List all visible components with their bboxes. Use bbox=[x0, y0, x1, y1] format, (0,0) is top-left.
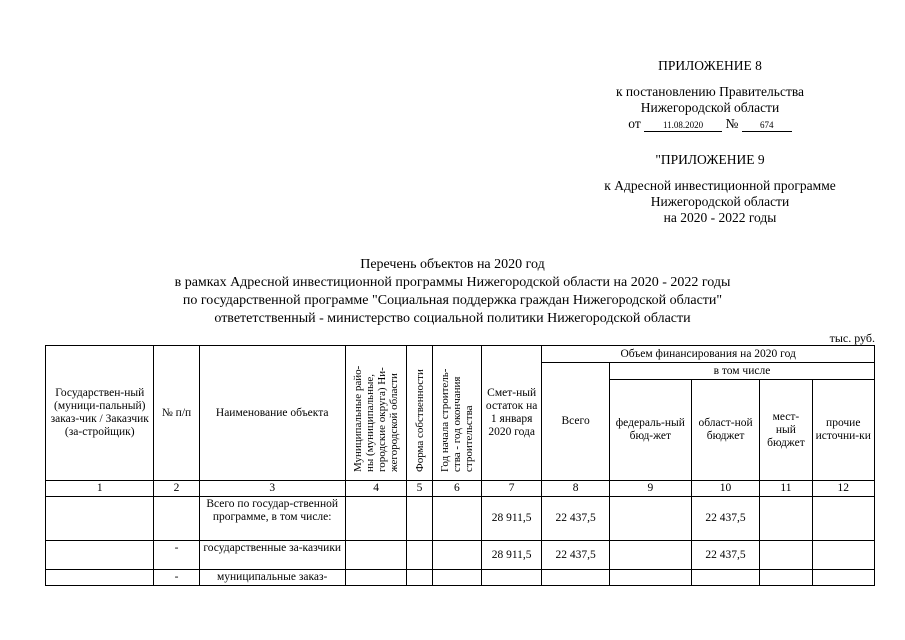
header-municipal-cell bbox=[345, 346, 406, 481]
cell-ownership bbox=[407, 541, 433, 570]
cell-municipal bbox=[345, 570, 406, 586]
cell-local bbox=[760, 497, 812, 541]
cell-years bbox=[432, 497, 481, 541]
objects-table bbox=[45, 345, 875, 586]
program-line-2: Нижегородской области bbox=[650, 194, 790, 209]
cell-federal bbox=[609, 497, 691, 541]
appendix-8-title: ПРИЛОЖЕНИЕ 8 bbox=[658, 58, 762, 73]
table-row bbox=[46, 541, 875, 570]
header-estimate: Смет-ный остаток на 1 января 2020 года bbox=[481, 346, 541, 481]
appendix-8-heading bbox=[560, 58, 860, 74]
header-years: Год начала строитель-ства - год окончания строительства bbox=[438, 368, 475, 472]
cell-estimate: 28 911,5 bbox=[481, 497, 541, 541]
title-line-2: в рамках Адресной инвестиционной программы Нижегородской области на 2020 - 2022 годы bbox=[174, 275, 731, 290]
cell-customer bbox=[46, 570, 154, 586]
appendix-9-title: "ПРИЛОЖЕНИЕ 9 bbox=[655, 152, 765, 167]
column-number: 4 bbox=[345, 481, 406, 497]
header-including: в том числе bbox=[609, 363, 874, 380]
decree-number: 674 bbox=[742, 120, 792, 132]
decree-date-line bbox=[540, 116, 880, 132]
cell-estimate bbox=[481, 570, 541, 586]
table-row bbox=[46, 497, 875, 541]
cell-other bbox=[812, 570, 874, 586]
document-title bbox=[50, 256, 855, 328]
cell-municipal bbox=[345, 497, 406, 541]
header-number: № п/п bbox=[154, 346, 199, 481]
program-reference bbox=[500, 178, 905, 226]
cell-years bbox=[432, 541, 481, 570]
cell-local bbox=[760, 570, 812, 586]
program-line-3: на 2020 - 2022 годы bbox=[663, 210, 777, 225]
header-regional: област-ной бюджет bbox=[691, 380, 760, 481]
cell-object-name: муниципальные заказ- bbox=[199, 570, 345, 586]
appendix-9-heading bbox=[560, 152, 860, 168]
cell-object-name: Всего по государ-ственной программе, в том числе: bbox=[199, 497, 345, 541]
cell-ownership bbox=[407, 497, 433, 541]
column-number: 8 bbox=[542, 481, 610, 497]
title-line-4: ответетственный - министерство социальной политики Нижегородской области bbox=[214, 311, 691, 326]
cell-total bbox=[542, 570, 610, 586]
cell-federal bbox=[609, 541, 691, 570]
cell-regional: 22 437,5 bbox=[691, 497, 760, 541]
decree-line-2: Нижегородской области bbox=[640, 100, 780, 115]
header-years-cell bbox=[432, 346, 481, 481]
units-label: тыс. руб. bbox=[829, 331, 875, 345]
column-number: 7 bbox=[481, 481, 541, 497]
header-funding-group: Объем финансирования на 2020 год bbox=[542, 346, 875, 363]
header-federal: федераль-ный бюд-жет bbox=[609, 380, 691, 481]
cell-number bbox=[154, 497, 199, 541]
cell-federal bbox=[609, 570, 691, 586]
column-number: 9 bbox=[609, 481, 691, 497]
title-line-1: Перечень объектов на 2020 год bbox=[360, 257, 545, 272]
header-ownership-cell bbox=[407, 346, 433, 481]
cell-ownership bbox=[407, 570, 433, 586]
cell-municipal bbox=[345, 541, 406, 570]
header-row-1 bbox=[46, 346, 875, 363]
cell-total: 22 437,5 bbox=[542, 497, 610, 541]
column-number: 12 bbox=[812, 481, 874, 497]
decree-number-sign: № bbox=[725, 116, 739, 131]
column-number: 10 bbox=[691, 481, 760, 497]
column-number: 6 bbox=[432, 481, 481, 497]
column-number: 3 bbox=[199, 481, 345, 497]
column-number-row bbox=[46, 481, 875, 497]
header-local: мест-ный бюджет bbox=[760, 380, 812, 481]
cell-estimate: 28 911,5 bbox=[481, 541, 541, 570]
cell-regional: 22 437,5 bbox=[691, 541, 760, 570]
cell-regional bbox=[691, 570, 760, 586]
cell-local bbox=[760, 541, 812, 570]
header-ownership: Форма собственности bbox=[413, 369, 426, 472]
column-number: 2 bbox=[154, 481, 199, 497]
cell-customer bbox=[46, 497, 154, 541]
decree-reference bbox=[540, 84, 880, 132]
column-number: 1 bbox=[46, 481, 154, 497]
table-row bbox=[46, 570, 875, 586]
decree-date: 11.08.2020 bbox=[644, 120, 722, 132]
cell-customer bbox=[46, 541, 154, 570]
cell-number: - bbox=[154, 570, 199, 586]
decree-from-label: от bbox=[628, 116, 641, 131]
cell-other bbox=[812, 541, 874, 570]
program-line-1: к Адресной инвестиционной программе bbox=[604, 178, 836, 193]
column-number: 11 bbox=[760, 481, 812, 497]
header-other: прочие источни-ки bbox=[812, 380, 874, 481]
cell-number: - bbox=[154, 541, 199, 570]
header-municipal: Муниципальные райо-ны (муниципальные, городские округа) Ни-жегородской области bbox=[352, 365, 401, 472]
cell-total: 22 437,5 bbox=[542, 541, 610, 570]
header-customer: Государствен-ный (муници-пальный) заказ-чик / Заказчик (за-стройщик) bbox=[46, 346, 154, 481]
cell-other bbox=[812, 497, 874, 541]
header-object-name: Наименование объекта bbox=[199, 346, 345, 481]
column-number: 5 bbox=[407, 481, 433, 497]
cell-years bbox=[432, 570, 481, 586]
decree-line-1: к постановлению Правительства bbox=[615, 84, 805, 99]
header-total: Всего bbox=[542, 363, 610, 481]
title-line-3: по государственной программе "Социальная поддержка граждан Нижегородской области" bbox=[182, 293, 723, 308]
cell-object-name: государственные за-казчики bbox=[199, 541, 345, 570]
